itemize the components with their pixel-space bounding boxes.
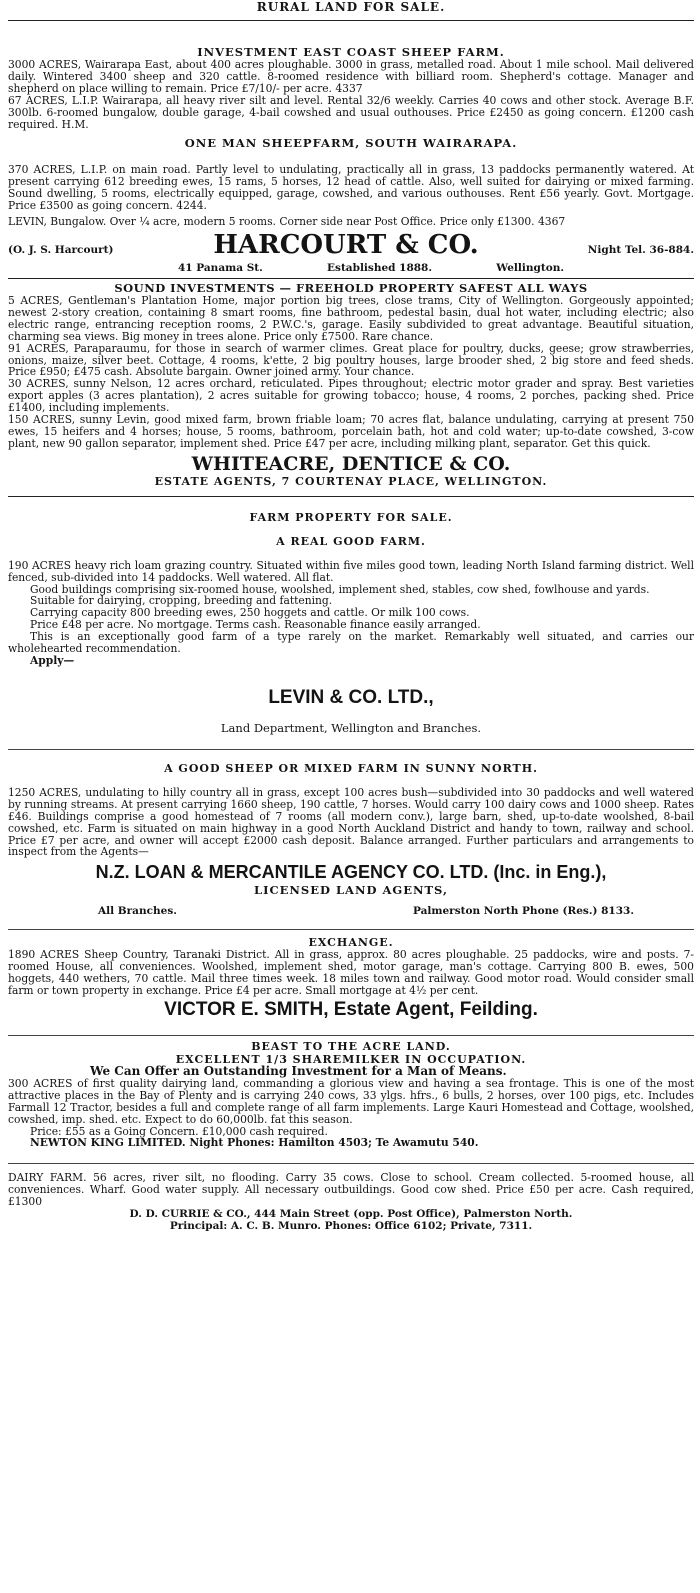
listing-paragraph: 1890 ACRES Sheep Country, Taranaki District. All in grass, approx. 80 acres ploughable. 25 paddocks, wire and posts. 7-roomed House, all conveniences. Woolshed, implement shed, motor garage, man's cottage. Carrying 800 B. ewes, 500 hoggets, 440 wethers, 70 cattle. Mail three times week. 18 miles town and railway. Good motor road. Would consider small farm or town property in exchange. Price £4 per acre. Small mortgage at 4½ per cent.: [8, 948, 694, 998]
agent-sub: LICENSED LAND AGENTS,: [254, 883, 448, 898]
listing-paragraph: 150 ACRES, sunny Levin, good mixed farm, brown friable loam; 70 acres flat, balance undulating, carrying at present 750 ewes, 15 heifers and 4 horses; house, 5 rooms, bathroom, porcelain bath, hot and cold water; up-to-date cowshed, 3-cow plant, new 90 gallon separator, implement shed. Price £47 per acre, including milking plant, separator. Get this quick.: [8, 413, 694, 450]
ad-heading: EXCHANGE.: [308, 936, 394, 950]
ad-exchange: [8, 936, 694, 1021]
ad-whiteacre: [8, 281, 694, 488]
agent-block: [8, 230, 694, 260]
listing-paragraph: 3000 ACRES, Wairarapa East, about 400 acres ploughable. 3000 in grass, metalled road. About 1 mile school. Mail delivered daily. Wintered 3400 sheep and 320 cattle. 8-roomed residence with billiard room. Shepherd's cottage. Manager and shepherd on place willing to remain. Price £7/10/- per acre. 4337: [8, 58, 694, 95]
ad-subheading: ONE MAN SHEEPFARM, SOUTH WAIRARAPA.: [184, 136, 518, 151]
agent-details: [8, 262, 694, 274]
ad-heading: INVESTMENT EAST COAST SHEEP FARM.: [197, 45, 505, 59]
agent-phone: Palmerston North Phone (Res.) 8133.: [412, 905, 634, 918]
divider: [8, 929, 694, 930]
ad-newton-king: [8, 1040, 694, 1149]
listing-paragraph: LEVIN, Bungalow. Over ¼ acre, modern 5 rooms. Corner side near Post Office. Price only £1300. 4367: [8, 215, 566, 229]
ad-subheading: EXCELLENT 1/3 SHAREMILKER IN OCCUPATION.: [175, 1052, 527, 1066]
listing-paragraph: 30 ACRES, sunny Nelson, 12 acres orchard, reticulated. Pipes throughout; electric motor grader and spray. Best varieties export apples (3 acres plantation), 2 acres suitable for growing tobacco; house, 4 rooms, 2 porches, packing shed. Price £1400, including implements.: [8, 377, 694, 415]
listing-paragraph: 91 ACRES, Paraparaumu, for those in search of warmer climes. Great place for poultry, ducks, geese; grow strawberries, onions, maize, silver beet. Cottage, 4 rooms, k'ette, 2 big poultry houses, large brooder shed, 2 big store and feed sheds. Price £950; £475 cash. Absolute bargain. Owner joined army. Your chance.: [8, 341, 694, 379]
agent-phone: Night Tel. 36-884.: [587, 243, 694, 256]
listing-paragraph: 300 ACRES of first quality dairying land, commanding a glorious view and having a sea frontage. This is one of the most attractive places in the Bay of Plenty and is carrying 240 cows, 33 ylgs. hfrs., 6 bulls, 2 horses, over 100 pigs, etc. Includes Farmall 12 Tractor, besides a full and complete range of all farm implements. Large Kauri Homestead and Cottage, woolshed, cowshed, imp. shed. etc. Expect to do 60,000lb. fat this season.: [8, 1076, 694, 1126]
agent-address: ESTATE AGENTS, 7 COURTENAY PLACE, WELLINGTON.: [154, 474, 548, 488]
agent-sub: Land Department, Wellington and Branches.: [220, 720, 482, 735]
agent-name: LEVIN & CO. LTD.,: [268, 686, 434, 708]
listing-paragraph: 5 ACRES, Gentleman's Plantation Home, major portion big trees, close trams, City of Wellington. Gorgeously appointed; newest 2-story creation, containing 8 smart rooms, fine bathroom, pedestal basin, dual hot water, including electric; also electric range, entrancing reception rooms, 2 P.W.C.'s, garage. Easily subdivided to great advantage. Beautiful situation, charming sea views. Big money in trees alone. Price only £7500. Rare chance.: [8, 293, 694, 343]
divider: [8, 278, 694, 279]
listing-price: Price: £55 as a Going Concern. £10,000 cash required.: [30, 1124, 328, 1138]
listing-paragraph: 370 ACRES, L.I.P. on main road. Partly level to undulating, practically all in grass, 13 paddocks permanently watered. At present carrying 612 breeding ewes, 15 rams, 5 horses, 12 head of cattle. Also, well suited for dairying or mixed farming. Sound dwelling, 5 rooms, electrically equipped, garage, cowshed, and various outhouses. Rent £56 yearly. Govt. Mortgage. Price £3500 as going concern. 4244.: [8, 163, 694, 213]
listing-paragraph: 190 ACRES heavy rich loam grazing country. Situated within five miles good town, leading North Island farming district. Well fenced, sub-divided into 14 paddocks. Well watered. All flat.: [8, 558, 694, 584]
listing-paragraph: 1250 ACRES, undulating to hilly country all in grass, except 100 acres bush—subdivided into 30 paddocks and well watered by running streams. At present carrying 1660 sheep, 190 cattle, 7 horses. Would carry 100 dairy cows and 1000 sheep. Rates £46. Buildings comprise a good homestead of 7 rooms (all modern conv.), large barn, shed, up-to-date woolshed, 8-bail cowshed, etc. Farm is situated on main highway in a good North Auckland District and handy to town, railway and school. Price £7 per acre, and owner will accept £2000 cash deposit. Balance arranged. Further particulars and arrangements to inspect from the Agents—: [8, 785, 694, 859]
divider: [8, 1035, 694, 1036]
listing-paragraph: Good buildings comprising six-roomed house, woolshed, implement shed, stables, cow shed, fowlhouse and yards.: [30, 582, 650, 596]
divider: [8, 1163, 694, 1164]
divider: [8, 749, 694, 750]
ad-harcourt: [8, 45, 694, 274]
agent-contact: [8, 897, 694, 917]
agent-note: (O. J. S. Harcourt): [8, 243, 114, 256]
divider: [8, 496, 694, 497]
ad-levin: [8, 511, 694, 735]
agent-established: Established 1888.: [327, 261, 433, 274]
ad-heading: FARM PROPERTY FOR SALE.: [249, 510, 453, 524]
agent-name: D. D. CURRIE & CO., 444 Main Street (opp. Post Office), Palmerston North.: [129, 1208, 573, 1221]
listing-paragraph: 67 ACRES, L.I.P. Wairarapa, all heavy river silt and level. Rental 32/6 weekly. Carries 40 cows and other stock. Average B.F. 300lb. 6-roomed bungalow, double garage, 4-bail cowshed and usual outhouses. Price £2450 as going concern. £1200 cash required. H.M.: [8, 93, 694, 131]
apply-label: Apply—: [30, 654, 75, 667]
ad-nz-loan: [8, 762, 694, 917]
agent-name: NEWTON KING LIMITED. Night Phones: Hamilton 4503; Te Awamutu 540.: [30, 1136, 479, 1150]
listing-paragraph: Carrying capacity 800 breeding ewes, 250 hoggets and cattle. Or milk 100 cows.: [30, 606, 470, 620]
section-header: RURAL LAND FOR SALE.: [256, 0, 446, 14]
listing-paragraph: DAIRY FARM. 56 acres, river silt, no flooding. Carry 35 cows. Close to school. Cream collected. 5-roomed house, all conveniences. Wharf. Good water supply. All necessary outbuildings. Good cow shed. Price £50 per acre. Cash required, £1300: [8, 1171, 694, 1209]
agent-name: N.Z. LOAN & MERCANTILE AGENCY CO. LTD. (Inc. in Eng.),: [95, 862, 607, 883]
listing-paragraph: Price £48 per acre. No mortgage. Terms cash. Reasonable finance easily arranged.: [30, 618, 481, 632]
listing-paragraph: This is an exceptionally good farm of a type rarely on the market. Remarkably well situated, and carries our wholehearted recommendation.: [8, 630, 694, 656]
agent-address: 41 Panama St.: [178, 261, 263, 274]
ad-heading: BEAST TO THE ACRE LAND.: [251, 1039, 451, 1053]
agent-name: VICTOR E. SMITH, Estate Agent, Feilding.: [164, 998, 538, 1020]
agent-branches: All Branches.: [98, 905, 177, 918]
divider: [8, 20, 694, 21]
ad-heading: A GOOD SHEEP OR MIXED FARM IN SUNNY NORTH.: [164, 761, 538, 775]
agent-name: HARCOURT & CO.: [213, 229, 479, 260]
ad-currie: [8, 1172, 694, 1232]
listing-paragraph: Suitable for dairying, cropping, breeding and fattening.: [30, 594, 333, 608]
ad-heading: SOUND INVESTMENTS — FREEHOLD PROPERTY SAFEST ALL WAYS: [114, 280, 588, 295]
ad-subheading: A REAL GOOD FARM.: [276, 534, 426, 548]
agent-name: WHITEACRE, DENTICE & CO.: [191, 452, 511, 475]
agent-city: Wellington.: [496, 261, 564, 274]
agent-principal: Principal: A. C. B. Munro. Phones: Office 6102; Private, 7311.: [169, 1220, 533, 1233]
ad-intro: We Can Offer an Outstanding Investment for a Man of Means.: [90, 1063, 507, 1078]
